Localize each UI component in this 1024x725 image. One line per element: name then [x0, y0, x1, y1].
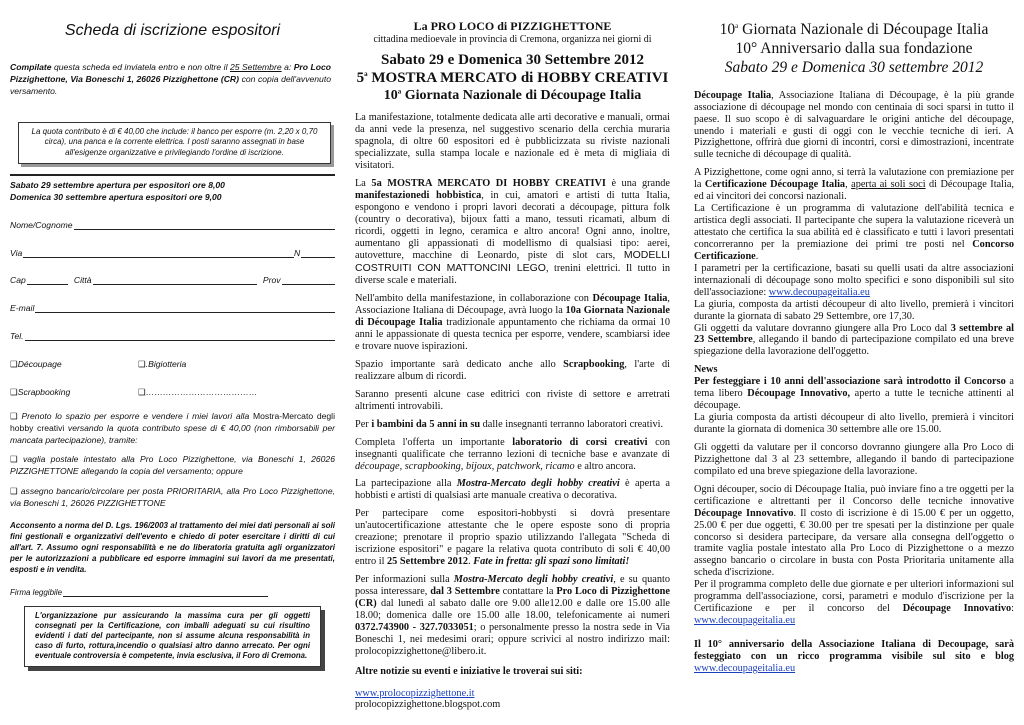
- category-row-2: [10, 387, 335, 399]
- paragraph-courses: Completa l'offerta un importante laboratorio di corsi creativi con insegnanti qualificate che terranno lezioni di tecniche base e avanzate di découpage, scrapbooking, bijoux, patchwork, ricamo e altro ancora.: [355, 436, 671, 472]
- phone-field[interactable]: Tel.: [10, 331, 335, 343]
- paragraph-anniversary: Il 10° anniversario della Associazione Italiana di Decoupage, sarà festeggiato con un ricco programma visibile sul sito e blog www.decoupageitalia.eu: [694, 639, 1014, 674]
- checkbox-decoupage[interactable]: ❑Découpage: [10, 359, 62, 370]
- paragraph-parameters: I parametri per la certificazione, basati su quelli usati da altre associazioni internazionali di découpage sono molto specifici e sono disponibili sul sito dell'associazione: www.decoupageitalia.eu: [694, 262, 1014, 298]
- checkbox-icon[interactable]: ❑: [10, 410, 22, 421]
- checkbox-icon: ❑: [138, 386, 146, 397]
- checkbox-icon: ❑: [138, 359, 146, 370]
- form-title: Scheda di iscrizione espositori: [64, 22, 281, 39]
- divider: [10, 174, 335, 176]
- paragraph-news: Per festeggiare i 10 anni dell'associazione sarà introdotto il Concorso a tema libero Découpage Innovativo, aperto a tutte le tecniche attinenti al découpage.: [694, 376, 1014, 412]
- disclaimer-box: L'organizzazione pur assicurando la massima cura per gli oggetti consegnati per la Certificazione, con imballi adeguati su cui risultino evidenti i dati del partecipante, non si assume alcuna responsabilità in caso di furto, rottura,incendio o qualsiasi altro danno arrecato. Per ogni eventuale controversia è competente, invia esclusiva, il Foro di Cremona.: [24, 606, 321, 667]
- websites-list: [355, 688, 670, 711]
- email-field[interactable]: E-mail: [10, 303, 335, 315]
- event-description-column: [355, 0, 670, 725]
- organizer-subtitle: cittadina medioevale in provincia di Cremona, organizza nei giorni di: [373, 33, 652, 45]
- payment-option-postal: ❑ vaglia postale intestato alla Pro Loco Pizzighettone, via Boneschi 1, 26026 PIZZIGHETTONE allegando la copia del versamento; oppure: [10, 454, 335, 477]
- event-mostra-title: 5$^a$ MOSTRA MERCATO di HOBBY CREATIVI: [356, 69, 669, 86]
- link-decoupage-site[interactable]: www.decoupageitalia.eu: [768, 286, 870, 298]
- booking-text: ❑ Prenoto lo spazio per esporre e vendere i miei lavori alla Mostra-Mercato degli hobby creativi versando la quota contributo spese di € 40,00 (non rimborsabili per mancata partecipazione), tramite:: [10, 410, 335, 445]
- event-giornata-title: 10$^a$ Giornata Nazionale di Découpage Italia: [383, 87, 642, 104]
- paragraph-giornata: Nell'ambito della manifestazione, in collaborazione con Découpage Italia, Associazione Italiana di Découpage, avrà luogo la 10a Giornata Nazionale di Découpage Italia tradizionale appuntamento che richiama da ormai 10 anni le appassionate di questa tecnica per esporre, vendere, scambiarsi idee e trovare nuove ispirazioni.: [355, 293, 670, 353]
- paragraph-news-shipping: Gli oggetti da valutare per il concorso dovranno giungere alla Pro Loco di Pizzighettone dal 3 al 23 settembre, allegando il bando di partecipazione compilato ed una breve spiegazione della lavorazione.: [694, 441, 1014, 477]
- paragraph-certification-program: La Certificazione è un programma di valutazione dell'abilità tecnica e artistica degli associati. Il partecipante che supera la valutazione riceverà un attestato che certifica la sua abilità ed è classificato e tutti i lavori presentati concorreranno per la premiazione dei primi tre posti nel Concorso Certificazione.: [694, 203, 1014, 262]
- address-field[interactable]: Via N: [10, 248, 335, 260]
- checkbox-icon: ❑: [10, 359, 18, 370]
- paragraph-editors: Saranno presenti alcune case editrici con riviste di settore e arretrati altrimenti introvabili.: [355, 388, 670, 412]
- payment-option-cheque: ❑ assegno bancario/circolare per posta PRIORITARIA, alla Pro Loco Pizzighettone, via Boneschi 1, 26026 PIZZIGHETTONE: [10, 486, 335, 508]
- paragraph-intro: La manifestazione, totalmente dedicata alle arti decorative e manuali, ormai da anni vede la presenza, nel suggestivo scenario della cerchia muraria spagnola, di oltre 60 espositori ed è pubblicizzata su riviste nazionali specializzate, sulla stampa locale e nazionale ed è meta di migliaia di visitatori.: [355, 112, 670, 171]
- paragraph-fees: Ogni découper, socio di Découpage Italia, può inviare fino a tre oggetti per la certificazione e altrettanti per il Concorso delle tecniche innovative Découpage Innovativo. Il costo di iscrizione è di 15.00 € per un oggetto, 25.00 € per due oggetti, € 30.00 per tre spesati per la distinzione per quale concorso si desidera partecipare, da versare alla consegna dell'oggetto o tramite vaglia postale intestato alla Pro Loco di Pizzighettone o a mezzo assegno bancario o circolare in busta con Posta Prioritaria unitamente alla scheda d'iscrizione.: [694, 483, 1014, 579]
- opening-saturday: Sabato 29 settembre apertura per espositori ore 8,00: [10, 180, 225, 191]
- decoupage-info-column: [694, 0, 1014, 725]
- checkbox-icon[interactable]: ❑: [10, 454, 23, 465]
- form-intro: Compilate questa scheda ed inviatela entro e non oltre il 25 Settembre a: Pro Loco Pizzighettone, Via Boneschi 1, 26026 Pizzighettone (CR) con copia dell'avvenuto versamento.: [10, 62, 331, 96]
- link-proloco-blog[interactable]: prolocopizzighettone.blogspot.com: [355, 698, 501, 710]
- paragraph-children: Per i bambini da 5 anni in su dalle insegnanti terranno laboratori creativi.: [355, 418, 664, 430]
- opening-sunday: Domenica 30 settembre apertura espositori ore 9,00: [10, 191, 222, 202]
- link-decoupage-site[interactable]: www.decoupageitalia.eu: [694, 662, 796, 674]
- organizer-title: La PRO LOCO di PIZZIGHETTONE: [413, 19, 612, 33]
- paragraph-association: Découpage Italia, Associazione Italiana di Découpage, è la più grande associazione di découpage nel mondo con centinaia di soci sparsi in tutto il paese. Il suo scopo è di salvaguardare le origini antiche del découpage, unendo i materiali e gusti di oggi con le vecchie tecniche di ieri. A Pizzighettone, offrirà due giorni di incontri, corsi e dimostrazioni, incentrate sulle tecniche di découpage di qualità.: [694, 89, 1015, 161]
- websites-heading: Altre notizie su eventi e iniziative le troverai sui siti:: [355, 665, 583, 677]
- giornata-title: 10$^a$ Giornata Nazionale di Découpage Italia: [719, 21, 989, 38]
- category-row-1: [10, 359, 335, 371]
- registration-form-column: [10, 0, 335, 725]
- paragraph-mostra: La 5a MOSTRA MERCATO DI HOBBY CREATIVI è una grande manifestazionedi hobbistica, in cui, amatori e artisti di tutta Italia, espongono e vendono i propri lavori decorati a découpage, pittura folk (country o decorativa), bijoux fatti a mano, tessuti ricamati, album di ricordi, oggetti in legno, ceramica e altro ancora! Ogni anno, inoltre, aumentano gli appassionati di modellismo di qualsiasi tipo: aerei, autovetture, macchine di Leonardo, piste di slot cars, MODELLI COSTRUITI CON MATTONCINI LEGO, trenini elettrici. Il tutto in diverse scale e materiali.: [355, 177, 671, 287]
- signature-field[interactable]: Firma leggibile: [10, 587, 335, 598]
- dates-title: Sabato 29 e Domenica 30 settembre 2012: [724, 58, 984, 76]
- checkbox-bigiotteria[interactable]: ❑.Bigiotteria: [138, 359, 187, 370]
- paragraph-program: Per il programma completo delle due giornate e per ulteriori informazioni sul programma dell'associazione, corsi, parametri e modulo d'iscrizione per la Certificazione e per il concorso del Découpage Innovativo: www.decoupageitalia.eu: [694, 579, 1014, 627]
- news-heading: News: [694, 364, 718, 376]
- city-field[interactable]: Cap Città Prov: [10, 275, 335, 287]
- paragraph-certification: A Pizzighettone, come ogni anno, si terrà la valutazione con premiazione per la Certificazione Découpage Italia, aperta ai soli soci di Découpage Italia, ed ai vincitori dei concorsi nazionali.: [694, 167, 1014, 203]
- checkbox-icon: ❑: [10, 386, 18, 397]
- event-dates: Sabato 29 e Domenica 30 Settembre 2012: [380, 51, 645, 68]
- paragraph-contacts: Per informazioni sulla Mostra-Mercato degli hobby creativi, e su quanto possa interessare, dal 3 Settembre contattare la Pro Loco di Pizzighettone (CR) dal lunedì al sabato dalle ore 9.00 alle12.00 e dalle ore 15.00 alle 18.00; domenica dalle ore 15.00 alle 18.00, telefonicamente ai numeri 0372.743900 - 327.7033051; o personalmente presso la nostra sede in Via Boneschi 1, nei medesimi orari; oppure scrivici al nostro indirizzo mail: prolocopizzighettone@libero.it.: [355, 574, 670, 657]
- paragraph-jury: La giuria, composta da artisti découpeur di alto livello, premierà i vincitori durante la giornata di sabato 29 Settembre, ore 17,30.: [694, 298, 1014, 322]
- paragraph-scrapbooking: Spazio importante sarà dedicato anche allo Scrapbooking, l'arte di realizzare album di ricordi.: [355, 358, 670, 382]
- checkbox-scrapbooking[interactable]: ❑Scrapbooking: [10, 386, 71, 397]
- checkbox-other[interactable]: ❑…………………………………: [138, 386, 258, 397]
- privacy-consent: Acconsento a norma del D. Lgs. 196/2003 al trattamento dei miei dati personali ai soli fini gestionali e organizzativi dell'evento e chiedo di poter esercitare i diritti di cui all'art. 7. Assumo ogni responsabilità e ne do liberatoria gratuita agli organizzatori per le autorizzazioni a pubblicare ed esporre immagini sui lavori da me presentati, esposti e in vendita.: [10, 520, 335, 574]
- link-decoupage-site[interactable]: www.decoupageitalia.eu: [694, 615, 796, 627]
- name-field[interactable]: Nome/Cognome: [10, 220, 335, 232]
- paragraph-participation: La partecipazione alla Mostra-Mercato degli hobby creativi è aperta a hobbisti e artisti di qualsiasi arte manuale creativa o decorativa.: [355, 478, 670, 502]
- paragraph-news-jury: La giuria composta da artisti découpeur di alto livello, premierà i vincitori durante la giornata di domenica 30 settembre alle ore 15.00.: [694, 412, 1014, 436]
- paragraph-shipping: Gli oggetti da valutare dovranno giungere alla Pro Loco dal 3 settembre al 23 Settembre, allegando il bando di partecipazione compilato ed una breve spiegazione della lavorazione dell'oggetto.: [694, 322, 1015, 358]
- anniversary-title: 10° Anniversario dalla sua fondazione: [735, 39, 973, 57]
- link-proloco-site[interactable]: www.prolocopizzighettone.it: [355, 687, 475, 699]
- quota-box: La quota contributo è di € 40,00 che include: il banco per esporre (m. 2,20 x 0,70 circa), una panca e la corrente elettrica. I posti saranno assegnati in base all'esigenze organizzative e privilegiando l'ordine di iscrizione.: [18, 122, 331, 164]
- checkbox-icon[interactable]: ❑: [10, 486, 21, 497]
- paragraph-registration: Per partecipare come espositori-hobbysti si dovrà presentare un'autocertificazione attestante che le opere esposte sono di propria creazione; prenotare il proprio spazio utilizzando l'allegata "Scheda di iscrizione espositori" e pagare la relativa quota contributo di soli € 40,00 entro il 25 Settembre 2012. Fate in fretta: gli spazi sono limitati!: [355, 508, 670, 568]
